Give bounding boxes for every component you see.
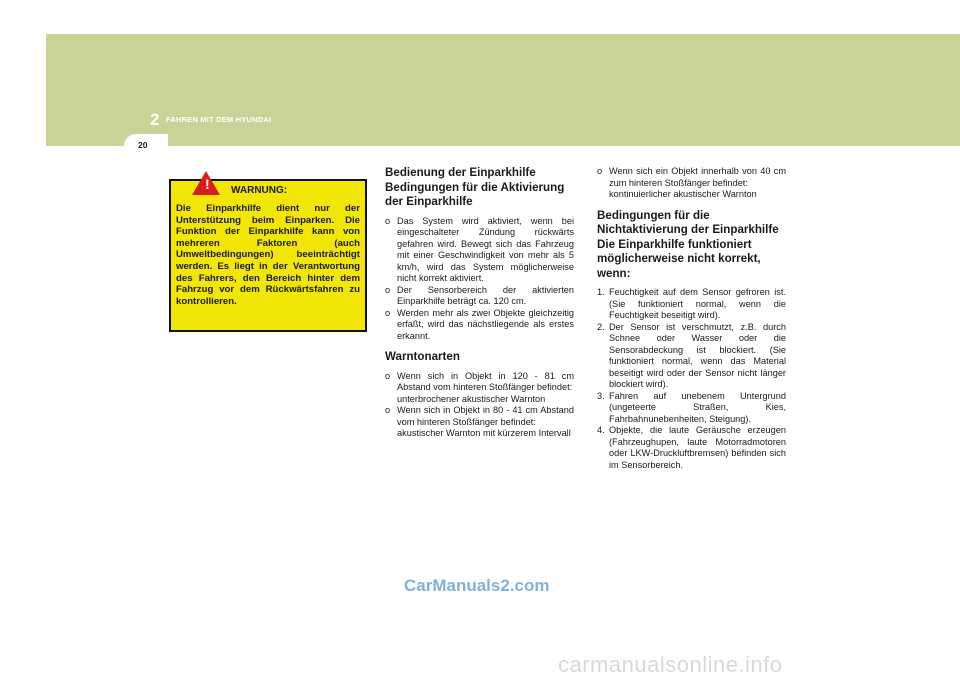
list-item: o Werden mehr als zwei Objekte gleichzeitig erfaßt, wird das nächstliegende als erstes erkannt. <box>385 307 574 341</box>
brand-watermark: CarManuals2.com <box>404 576 550 595</box>
page-number: 20 <box>138 140 148 150</box>
warning-text: Die Einparkhilfe dient nur der Unterstützung beim Einparken. Die Funktion der Einparkhilfe kann von mehreren Faktoren (auch Umweltbedingungen) beeinträchtigt werden. Es liegt in der Verantwortung des Fahrers, den Bereich hinter dem Fahrzug vor dem Rückwärtsfahren zu kontrollieren. <box>176 203 360 307</box>
exclamation-mark: ! <box>205 176 210 192</box>
close-range-list <box>597 166 786 201</box>
non-activation-list <box>597 287 786 471</box>
activation-list <box>385 216 574 343</box>
right-column <box>597 166 786 471</box>
list-item: 4. Objekte, die laute Geräusche erzeugen (Fahrzeughupen, laute Motorradmotoren oder LKW-Druckluftbremsen) befinden sich im Sensorbereich. <box>597 425 786 470</box>
list-item: 1. Feuchtigkeit auf dem Sensor gefroren ist. (Sie funktioniert normal, wenn die Feuchtigkeit beseitigt wird). <box>597 287 786 320</box>
chapter-title: FAHREN MIT DEM HYUNDAI <box>166 115 272 124</box>
list-item: o Wenn sich ein Objekt innerhalb von 40 cm zum hinteren Stoßfänger befindet: kontinuierlicher akustischer Warnton <box>597 166 786 199</box>
warning-title: WARNUNG: <box>231 185 288 196</box>
warning-tones-list <box>385 371 574 440</box>
list-item: 3. Fahren auf unebenem Untergrund (ungeteerte Straßen, Kies, Fahrbahnunebenheiten, Steigung). <box>597 390 786 424</box>
list-item: 2. Der Sensor ist verschmutzt, z.B. durch Schnee oder Wasser oder die Sensorabdeckung ist blockiert. (Sie funktioniert normal, wenn das Material beseitigt wird oder der Sensor nicht länger blockiert wird). <box>597 321 786 389</box>
list-item: o Das System wird aktiviert, wenn bei eingeschalteter Zündung rückwärts gefahren wird. Bewegt sich das Fahrzeug mit einer Geschwindigkeit von mehr als 5 km/h, wird das System möglicherweise nicht korrekt aktiviert. <box>385 215 574 283</box>
middle-column <box>385 166 574 440</box>
header-band <box>46 34 960 146</box>
footer-watermark: carmanualsonline.info <box>558 652 783 677</box>
warning-box <box>169 176 367 332</box>
chapter-number: 2 <box>150 110 160 129</box>
non-activation-heading: Bedingungen für die Nichtaktivierung der Einparkhilfe Die Einparkhilfe funktioniert möglicherweise nicht korrekt, wenn: <box>597 208 779 280</box>
activation-heading: Bedienung der Einparkhilfe Bedingungen für die Aktivierung der Einparkhilfe <box>385 166 565 208</box>
list-item: o Der Sensorbereich der aktivierten Einparkhilfe beträgt ca. 120 cm. <box>385 284 574 306</box>
list-item: o Wenn sich in Objekt in 120 - 81 cm Abstand vom hinteren Stoßfänger befindet: unterbrochener akustischer Warnton <box>385 370 574 404</box>
warning-tones-heading: Warntonarten <box>385 350 460 363</box>
list-item: o Wenn sich in Objekt in 80 - 41 cm Abstand vom hinteren Stoßfänger befindet: akustischer Warnton mit kürzerem Intervall <box>385 405 574 438</box>
